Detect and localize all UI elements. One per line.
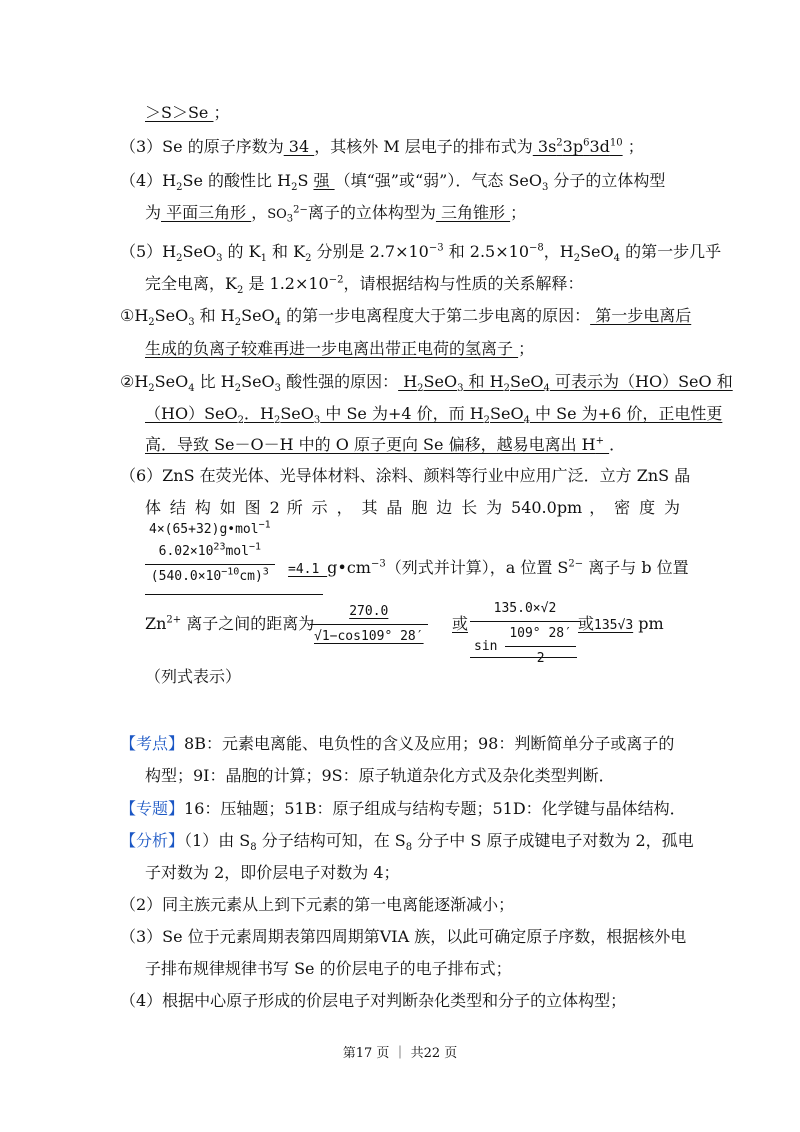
or-1: 或 <box>452 614 469 633</box>
so3-ion: $SO_3^{2-}$ <box>267 204 308 225</box>
question-6-line-1: （6）ZnS 在荧光体、光导体材料、涂料、颜料等行业中应用广泛．立方 ZnS 晶 <box>120 466 691 485</box>
density-fraction: 4×(65+32)g•mol$^{-1}$ $6.02\times 10^{23}mol^{-1}$ $(540.0\times 10^{-10}cm)^3$ <box>145 519 275 588</box>
question-6-line-2: 体 结 构 如 图 2 所 示 ， 其 晶 胞 边 长 为 540.0pm ， 密 度 为 <box>145 498 680 517</box>
or-2: 或135√3 pm <box>578 614 664 633</box>
fraction-underline <box>470 657 577 658</box>
underline-answer <box>145 594 323 595</box>
zhuanti-line: 【专题】16：压轴题；51B：原子组成与结构专题；51D：化学键与晶体结构． <box>120 799 686 818</box>
fenxi-item-3-line-2: 子排布规律规律书写 Se 的价层电子的电子排布式； <box>145 959 512 978</box>
item-1-line-2: 生成的负离子较难再进一步电离出带正电荷的氢离子 ； <box>145 339 535 358</box>
item-2-line-1: $②H_2SeO_4$ 比 $H_2SeO_3$ 酸性强的原因： $H_2SeO_3$ 和 $H_2SeO_4$ 可表示为（HO）SeO 和 <box>120 372 733 395</box>
question-4-line-1: $(4)H_2Se$ 的酸性比 $H_2S$ 强 （填“强”或“弱”）．气态 SeO$_3$ 分子的立体构型 <box>120 171 666 194</box>
question-3: （3）Se 的原子序数为 34 ，其核外 M 层电子的排布式为 $3s^23p^63d^{10}$ ； <box>120 137 644 156</box>
distance-fraction-2: 135.0×√2 sin $\frac{109^\circ 28'}{2}$ <box>470 598 580 670</box>
question-5-line-2: 完全电离，$K_2$ 是 $1.2\times 10^{-2}$，请根据结构与性质的关系解释： <box>145 274 584 297</box>
fenxi-item-2: （2）同主族元素从上到下元素的第一电离能逐渐减小； <box>120 895 515 914</box>
fenxi-item-4: （4）根据中心原子形成的价层电子对判断杂化类型和分子的立体构型； <box>120 991 627 1010</box>
question-4-line-2: 为 平面三角形 ，$SO_3^{2-}$离子的立体构型为 三角锥形 ； <box>145 203 527 225</box>
page-footer: 第17 页 ｜ 共22 页 <box>342 1046 458 1061</box>
kaodian-line-1: 【考点】8B：元素电离能、电负性的含义及应用；98：判断简单分子或离子的 <box>120 734 675 753</box>
item-1-line-1: $①H_2SeO_3$ 和 $H_2SeO_4$ 的第一步电离程度大于第二步电离的原因： 第一步电离后 <box>120 306 692 329</box>
density-formula <box>145 519 275 588</box>
fenxi-line-2: 子对数为 2，即价层电子对数为 4； <box>145 863 400 882</box>
kaodian-line-2: 构型；9I：晶胞的计算；9S：原子轨道杂化方式及杂化类型判断． <box>145 766 615 785</box>
fenxi-item-3-line-1: （3）Se 位于元素周期表第四周期第VIA 族，以此可确定原子序数，根据核外电 <box>120 927 687 946</box>
electron-config: $3s^23p^63d^{10}$ <box>532 137 623 156</box>
formula-note: （列式表示） <box>145 667 242 686</box>
item-2-line-3: 高．导致 Se－O－H 中的 O 原子更向 Se 偏移，越易电离出 H+ ． <box>145 435 626 454</box>
distance-fraction-1: $\frac{270.0}{√1-\cos 109^\circ 28'}$ <box>310 601 428 648</box>
density-answer-line: =4.1 $g•cm^{-3}$（列式并计算），a 位置 $S^{2-}$ 离子与 b 位置 <box>288 558 689 577</box>
question-5-line-1: $(5)H_2SeO_3$ 的 $K_1$ 和 $K_2$ 分别是 $2.7\times 10^{-3}$ 和 $2.5\times 10^{-8}$，$H_2SeO_4$ 的第一步几乎 <box>120 242 722 265</box>
item-2-line-2: （HO）SeO$_2$．$H_2SeO_3$ 中 Se 为+4 价，而 $H_2SeO_4$ 中 Se 为+6 价，正电性更 <box>145 404 723 427</box>
fenxi-line-1: 【分析】（1）由 $S_8$ 分子结构可知，在 $S_8$ 分子中 S 原子成键电子对数为 2，孤电 <box>120 831 694 854</box>
answer-line-2-tail: ＞S＞Se ； <box>145 103 230 122</box>
distance-line: $Zn^{2+}$ 离子之间的距离为 <box>145 614 315 633</box>
